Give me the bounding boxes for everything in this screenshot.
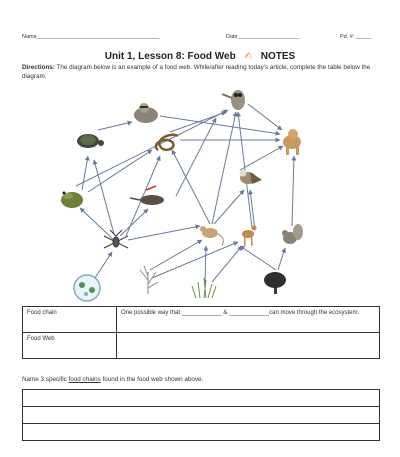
answer-line: [23, 423, 379, 424]
directions-label: Directions:: [22, 64, 55, 71]
turtle-icon: [77, 134, 104, 148]
cougar-icon: [283, 129, 301, 155]
prompt-before: Name 3 specific: [22, 376, 69, 383]
definition-cell[interactable]: [117, 333, 380, 359]
algae-icon: [74, 275, 100, 301]
tree-icon: [264, 272, 286, 294]
prompt-link: food chains: [68, 376, 101, 383]
deer-icon: [242, 226, 257, 247]
mosquito-icon: [104, 230, 128, 248]
frog-icon: [61, 192, 83, 209]
table-row: [23, 333, 380, 359]
food-web-arrows: [76, 104, 294, 282]
shrew-icon: [130, 186, 164, 205]
writing-hand-icon: ✍: [244, 51, 253, 62]
answer-line: [23, 406, 379, 407]
term-cell: Food Web: [23, 333, 117, 359]
table-row: [23, 307, 380, 333]
definitions-table: [22, 306, 380, 359]
hawk-icon: [240, 170, 263, 185]
date-line: ____________________: [237, 34, 299, 40]
date-label: Date: [226, 34, 238, 40]
name-label: Name: [22, 34, 37, 40]
squirrel-icon: [282, 224, 303, 244]
owl-icon: [222, 90, 245, 110]
answer-box[interactable]: [22, 389, 380, 441]
title-notes: NOTES: [260, 51, 296, 62]
plant-icon: [140, 266, 158, 294]
mouse-icon: [200, 226, 223, 246]
term-cell: Food chain: [23, 307, 117, 333]
prompt-after: found in the food web shown above.: [100, 376, 204, 383]
period-label: Pd. #: _____: [340, 34, 372, 40]
name-line: ________________________________________: [36, 34, 160, 40]
food-chain-prompt: [22, 376, 203, 383]
raccoon-icon: [134, 103, 158, 123]
directions-text: The diagram below is an example of a food web. While/after reading today's article, complete the table below the diagram.: [22, 64, 371, 80]
title-text: Unit 1, Lesson 8: Food Web: [104, 51, 236, 62]
definition-cell[interactable]: One possible way that ____________ & ____________can move through the ecosystem.: [117, 307, 380, 333]
